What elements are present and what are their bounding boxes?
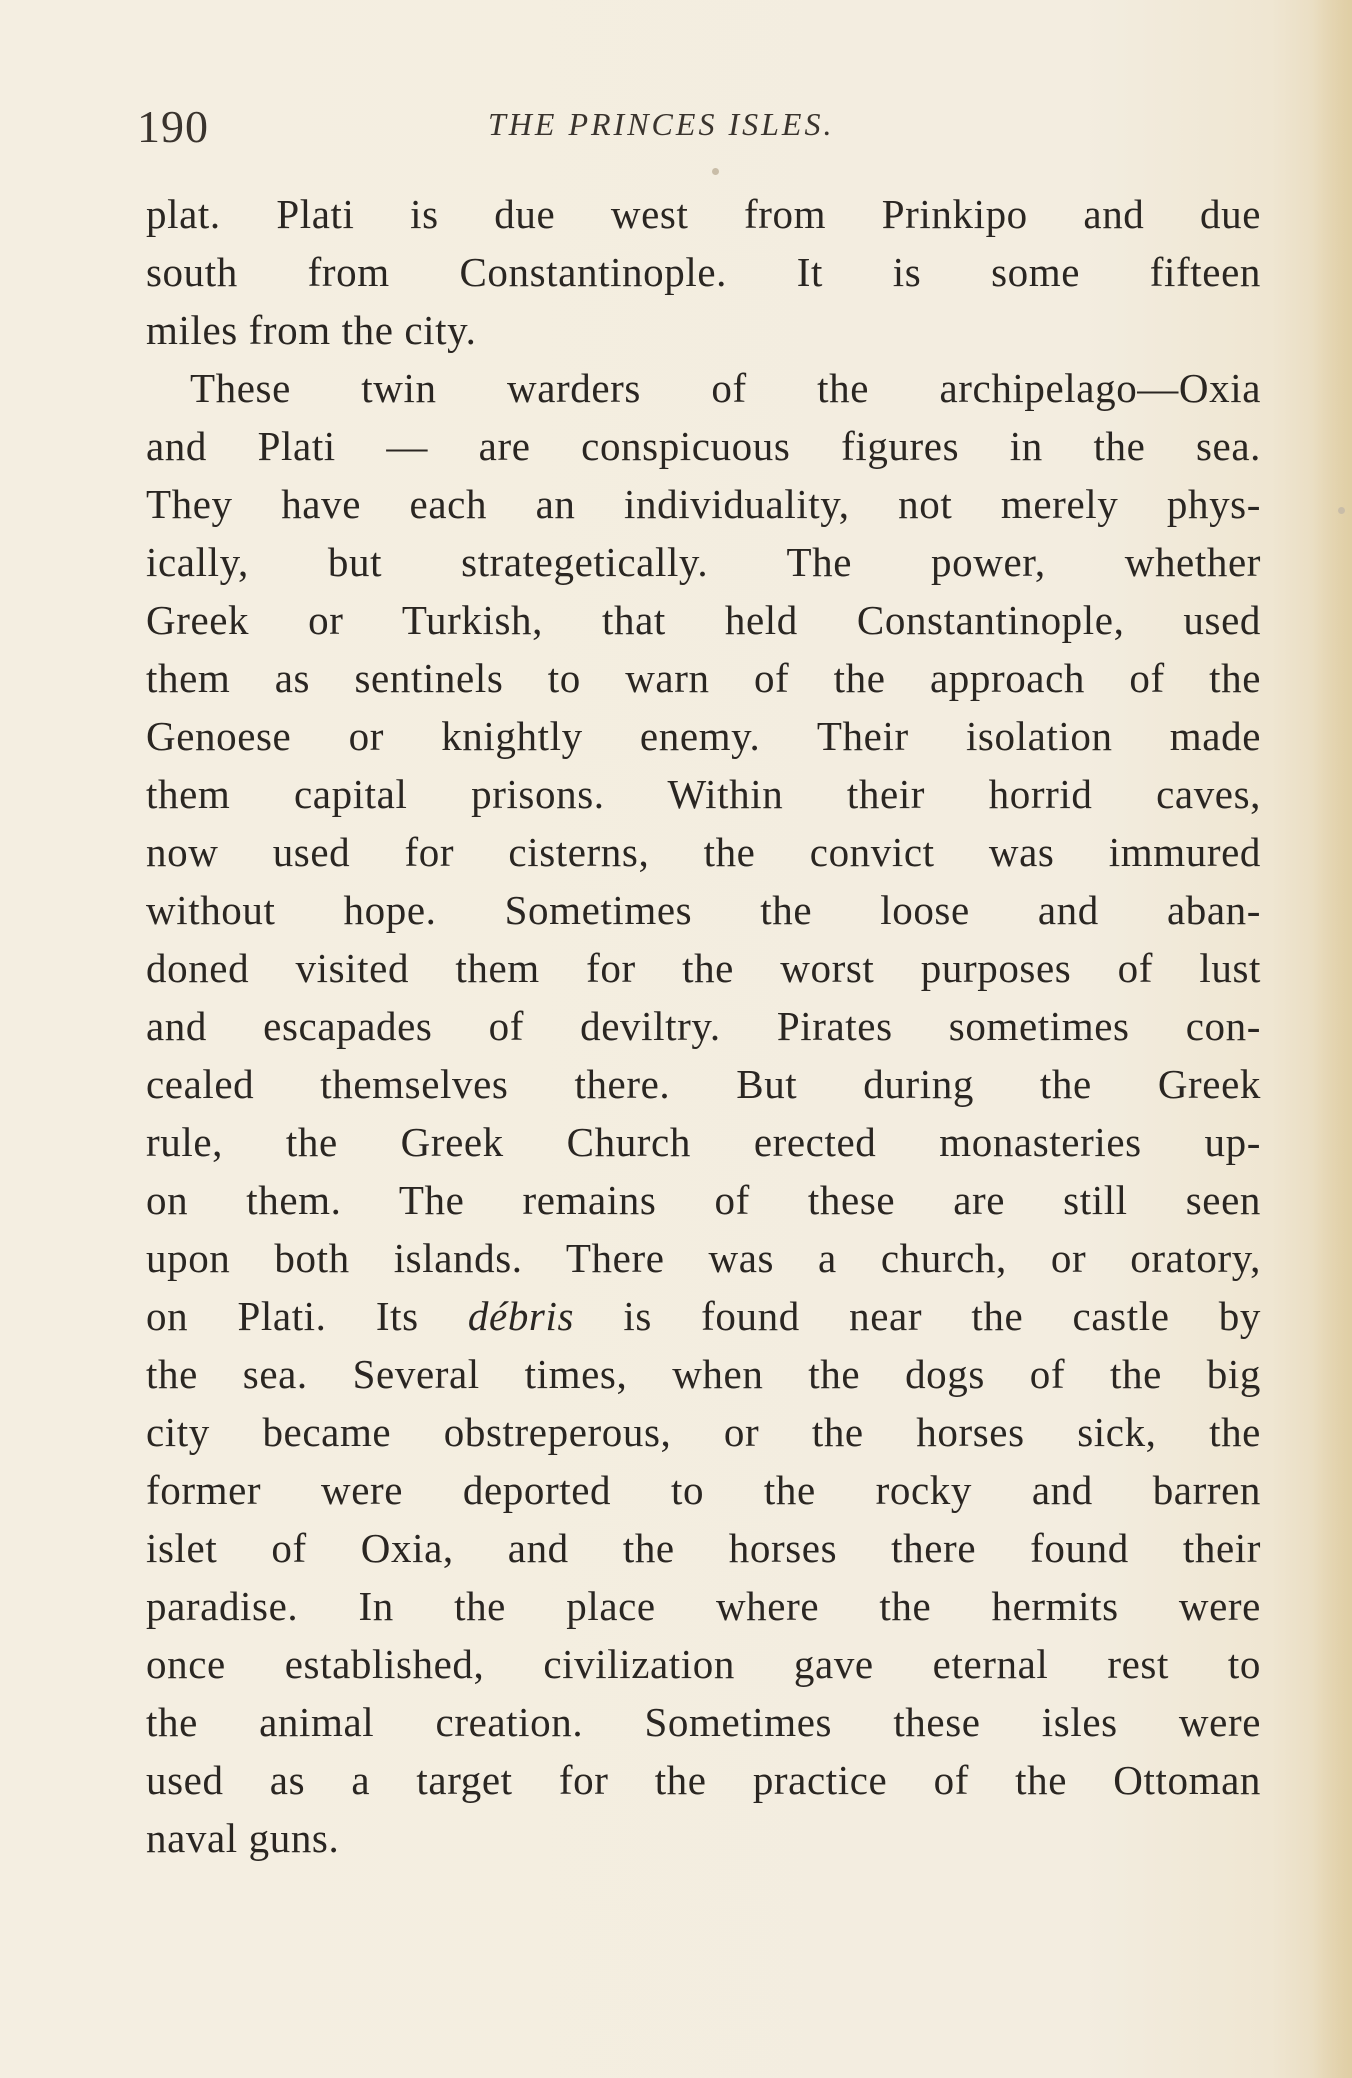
text-line: islet of Oxia, and the horses there found their: [146, 1525, 1261, 1571]
text-line: upon both islands. There was a church, or oratory,: [146, 1235, 1261, 1281]
text-line: now used for cisterns, the convict was immured: [146, 829, 1261, 875]
text-line: ically, but strategetically. The power, whether: [146, 539, 1261, 585]
text-line: them capital prisons. Within their horrid caves,: [146, 771, 1261, 817]
text-line: plat. Plati is due west from Prinkipo and due: [146, 191, 1261, 237]
page-number: 190: [137, 101, 209, 152]
text-line: them as sentinels to warn of the approach of the: [146, 655, 1261, 701]
text-line: and Plati — are conspicuous figures in the sea.: [146, 423, 1261, 469]
running-head: THE PRINCES ISLES.: [488, 106, 835, 142]
text-line: the animal creation. Sometimes these isles were: [146, 1699, 1261, 1745]
text-line: the sea. Several times, when the dogs of the big: [146, 1351, 1261, 1397]
italic-word: débris: [467, 1293, 575, 1339]
text-line: Genoese or knightly enemy. Their isolation made: [146, 713, 1261, 759]
text-line: paradise. In the place where the hermits were: [146, 1583, 1261, 1629]
text-line: once established, civilization gave eternal rest to: [146, 1641, 1261, 1687]
text-line: They have each an individuality, not merely phys-: [146, 481, 1261, 527]
text-line: cealed themselves there. But during the Greek: [146, 1061, 1261, 1107]
body-text: [146, 185, 1261, 1867]
text-line: rule, the Greek Church erected monasteries up-: [146, 1119, 1261, 1165]
paper-fleck: [1338, 507, 1345, 514]
text-line: and escapades of deviltry. Pirates sometimes con-: [146, 1003, 1261, 1049]
text-line: south from Constantinople. It is some fifteen: [146, 249, 1261, 295]
text-line: doned visited them for the worst purposes of lust: [146, 945, 1261, 991]
text-line: These twin warders of the archipelago—Oxia: [190, 365, 1261, 411]
text-line: Greek or Turkish, that held Constantinople, used: [146, 597, 1261, 643]
text-line: city became obstreperous, or the horses sick, the: [146, 1409, 1261, 1455]
text-line: on them. The remains of these are still seen: [146, 1177, 1261, 1223]
text-line: miles from the city.: [146, 307, 477, 353]
page-edge-shadow: [1312, 0, 1352, 2078]
text-line-with-italic: [146, 1287, 1261, 1345]
text-line: without hope. Sometimes the loose and aban-: [146, 887, 1261, 933]
paper-fleck: [712, 168, 719, 175]
text-line: former were deported to the rocky and barren: [146, 1467, 1261, 1513]
text-segment: on Plati. Its: [146, 1293, 468, 1339]
text-line: naval guns.: [146, 1815, 340, 1861]
text-line: used as a target for the practice of the Ottoman: [146, 1757, 1261, 1803]
text-segment: is found near the castle by: [574, 1293, 1261, 1339]
